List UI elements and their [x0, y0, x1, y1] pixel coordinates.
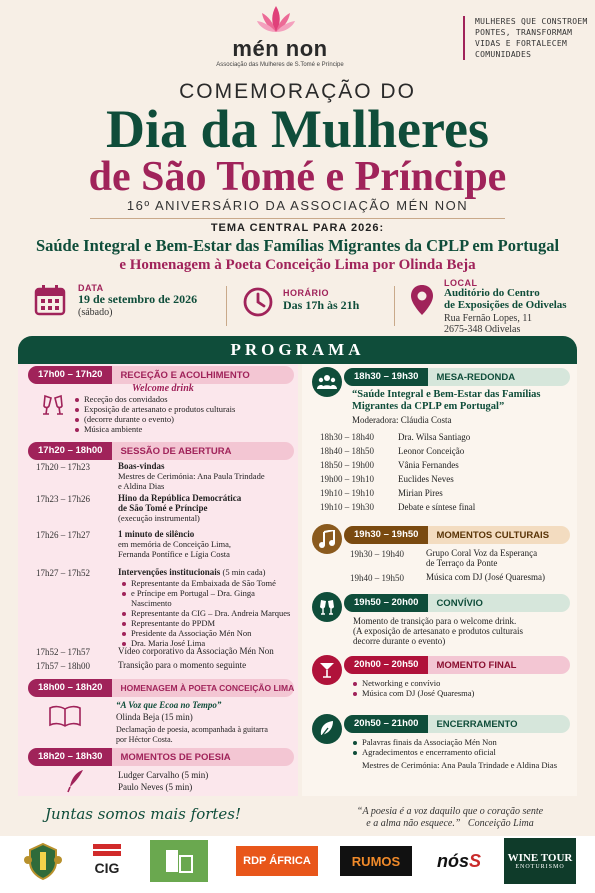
theme-line-1: Saúde Integral e Bem-Estar das Famílias Migrantes da CPLP em Portugal	[35, 236, 560, 255]
table-row: 19h10 – 19h10 Mirian Pires	[320, 488, 443, 498]
section-header-poetry: 18h20 – 18h30 MOMENTOS DE POESIA	[28, 748, 294, 766]
list-item: Música ambiente	[75, 424, 290, 434]
quote: “A poesia é a voz daquilo que o coração sente e a alma não esquece.” Conceição Lima	[356, 806, 544, 829]
final-list	[353, 678, 568, 698]
programa-header: PROGRAMA	[18, 336, 577, 364]
homage-detail: Declamação de poesia, acompanhada à guitarra	[116, 725, 268, 734]
table-row: 18h30 – 18h40 Dra. Wilsa Santiago	[320, 432, 471, 442]
social-detail: Momento de transição para o welcome drink.	[353, 616, 517, 626]
row-time: 17h27 – 17h52	[36, 568, 90, 578]
divider	[394, 286, 395, 326]
social-detail: decorre durante o evento)	[353, 636, 446, 646]
date-label: DATA	[78, 283, 104, 293]
row-time: 17h20 – 17h23	[36, 462, 90, 472]
logo-subtitle: Associação das Mulheres de S.Tomé e Príncipe	[216, 62, 344, 68]
row-text: Música com DJ (José Quaresma)	[426, 572, 545, 582]
section-header-social: 19h50 – 20h00 CONVÍVIO	[344, 594, 570, 612]
place-value-2: de Exposições de Odivelas	[444, 299, 567, 311]
row-title: Boas-vindas	[118, 461, 165, 471]
section-header-cultural: 19h30 – 19h50 MOMENTOS CULTURAIS	[344, 526, 570, 544]
wine-tour-logo: WINE TOUR ENOTURISMO	[504, 838, 576, 884]
row-time: 19h40 – 19h50	[350, 573, 404, 583]
poet-2: Paulo Neves (5 min)	[118, 782, 193, 792]
list-item: Networking e convívio	[353, 678, 568, 688]
row-title: de São Tomé e Príncipe	[118, 503, 208, 513]
roundtable-title: Migrantes da CPLP em Portugal”	[352, 401, 505, 412]
row-time: 17h57 – 18h00	[36, 661, 90, 671]
equality-commission-logo	[150, 840, 208, 882]
champagne-glasses-icon	[40, 392, 66, 418]
roundtable-title: “Saúde Integral e Bem-Estar das Famílias	[352, 389, 541, 400]
time-label: HORÁRIO	[283, 288, 329, 298]
poet-1: Ludger Carvalho (5 min)	[118, 770, 209, 780]
row-detail: Fernanda Pontífice e Lígia Costa	[118, 549, 230, 559]
logo-name: mén non	[232, 36, 328, 61]
location-pin-icon	[410, 284, 434, 316]
rdp-africa-logo: RDP ÁFRICA	[236, 846, 318, 876]
list-item: Palavras finais da Associação Mén Non	[353, 737, 568, 747]
social-detail: (A exposição de artesanato e produtos culturais	[353, 626, 523, 636]
closing-list	[353, 737, 568, 757]
row-detail: e Aldina Dias	[118, 481, 165, 491]
row-detail: em memória de Conceição Lima,	[118, 539, 232, 549]
row-title: 1 minuto de silêncio	[118, 529, 195, 539]
cig-logo: CIG	[88, 838, 126, 882]
section-header-closing: 20h50 – 21h00 ENCERRAMENTO	[344, 715, 570, 733]
date-weekday: (sábado)	[78, 307, 113, 318]
list-item: Presidente da Associação Mén Non	[122, 628, 294, 638]
section-header-opening: 17h20 – 18h00 SESSÃO DE ABERTURA	[28, 442, 294, 460]
row-time: 17h52 – 17h57	[36, 647, 90, 657]
row-detail: (execução instrumental)	[118, 513, 200, 523]
row-text: Transição para o momento seguinte	[118, 660, 247, 670]
table-row: 19h00 – 19h10 Euclides Neves	[320, 474, 454, 484]
table-row: 19h10 – 19h30 Debate e síntese final	[320, 502, 476, 512]
section-header-final: 20h00 – 20h50 MOMENTO FINAL	[344, 656, 570, 674]
divider	[90, 218, 505, 219]
coat-of-arms-logo	[22, 840, 64, 882]
nos-logo: nós S	[436, 850, 482, 871]
date-value: 19 de setembro de 2026	[78, 292, 198, 306]
list-item: Representante do PPDM	[122, 618, 294, 628]
list-item: e Príncipe em Portugal – Dra. Ginga Nascimento	[122, 588, 294, 608]
time-value: Das 17h às 21h	[283, 298, 360, 312]
homage-author: Olinda Beja (15 min)	[116, 712, 193, 722]
moderator: Moderadora: Cláudia Costa	[352, 415, 452, 425]
row-detail: Mestres de Cerimónia: Ana Paula Trindade	[118, 471, 265, 481]
list-item: Exposição de artesanato e produtos culturais	[75, 404, 290, 414]
list-item: Receção dos convidados	[75, 394, 290, 404]
list-item: Dra. Maria José Lima	[122, 638, 294, 648]
row-text: Vídeo corporativo da Associação Mén Non	[118, 646, 274, 656]
row-title: Intervenções institucionais (5 min cada)	[118, 567, 266, 577]
music-note-icon	[312, 524, 342, 554]
open-book-icon	[48, 704, 82, 728]
row-time: 19h30 – 19h40	[350, 549, 404, 559]
homage-title: “A Voz que Ecoa no Tempo”	[116, 700, 222, 710]
theme-label: TEMA CENTRAL PARA 2026:	[210, 222, 385, 234]
institutional-list	[122, 578, 294, 648]
people-icon	[312, 367, 342, 397]
list-item: Representante da CIG – Dra. Andreia Marques	[122, 608, 294, 618]
row-time: 17h26 – 17h27	[36, 530, 90, 540]
cocktail-icon	[312, 655, 342, 685]
row-time: 17h23 – 17h26	[36, 494, 90, 504]
divider	[226, 286, 227, 326]
welcome-drink: Welcome drink	[132, 383, 194, 394]
roundtable-schedule	[320, 432, 570, 516]
table-row: 18h40 – 18h50 Leonor Conceição	[320, 446, 465, 456]
rumos-logo: RUMOS	[340, 846, 412, 876]
list-item: (decorre durante o evento)	[75, 414, 290, 424]
place-address-1: Rua Fernão Lopes, 11	[444, 313, 532, 324]
calendar-icon	[34, 284, 66, 316]
row-title: Hino da República Democrática	[118, 493, 242, 503]
list-item: Agradecimentos e encerramento oficial	[353, 747, 568, 757]
slogan: Juntas somos mais fortes!	[45, 805, 242, 823]
quill-icon	[66, 769, 86, 793]
toast-glasses-icon	[312, 592, 342, 622]
homage-detail: por Héctor Costa.	[116, 735, 173, 744]
row-text: de Terraço da Ponte	[426, 558, 498, 568]
place-label: LOCAL	[444, 278, 478, 288]
tagline: MULHERES QUE CONSTROEM PONTES, TRANSFORMAM VIDAS E FORTALECEM COMUNIDADES	[463, 16, 593, 60]
closing-mc: Mestres de Cerimónia: Ana Paula Trindade e Aldina Dias	[362, 760, 557, 770]
anniversary: 16º ANIVERSÁRIO DA ASSOCIAÇÃO MÉN NON	[126, 198, 469, 213]
page-title-2: de São Tomé e Príncipe	[88, 154, 507, 200]
reception-list	[75, 394, 290, 434]
list-item: Música com DJ (José Quaresma)	[353, 688, 568, 698]
section-header-reception: 17h00 – 17h20 RECEÇÃO E ACOLHIMENTO	[28, 366, 294, 384]
page-title: Dia da Mulheres	[105, 99, 489, 159]
section-header-roundtable: 18h30 – 19h30 MESA-REDONDA	[344, 368, 570, 386]
kicker: COMEMORAÇÃO DO	[179, 80, 416, 103]
clock-icon	[242, 286, 274, 318]
row-text: Grupo Coral Voz da Esperança	[426, 548, 538, 558]
lotus-logo-icon	[256, 4, 296, 36]
list-item: Representante da Embaixada de São Tomé	[122, 578, 294, 588]
leaf-icon	[312, 714, 342, 744]
theme-line-2: e Homenagem à Poeta Conceição Lima por Olinda Beja	[119, 257, 476, 273]
place-value-1: Auditório do Centro	[444, 287, 540, 299]
place-address-2: 2675-348 Odivelas	[444, 324, 521, 335]
table-row: 18h50 – 19h00 Vânia Fernandes	[320, 460, 459, 470]
section-header-homage: 18h00 – 18h20 HOMENAGEM À POETA CONCEIÇÃO LIMA	[28, 679, 294, 697]
